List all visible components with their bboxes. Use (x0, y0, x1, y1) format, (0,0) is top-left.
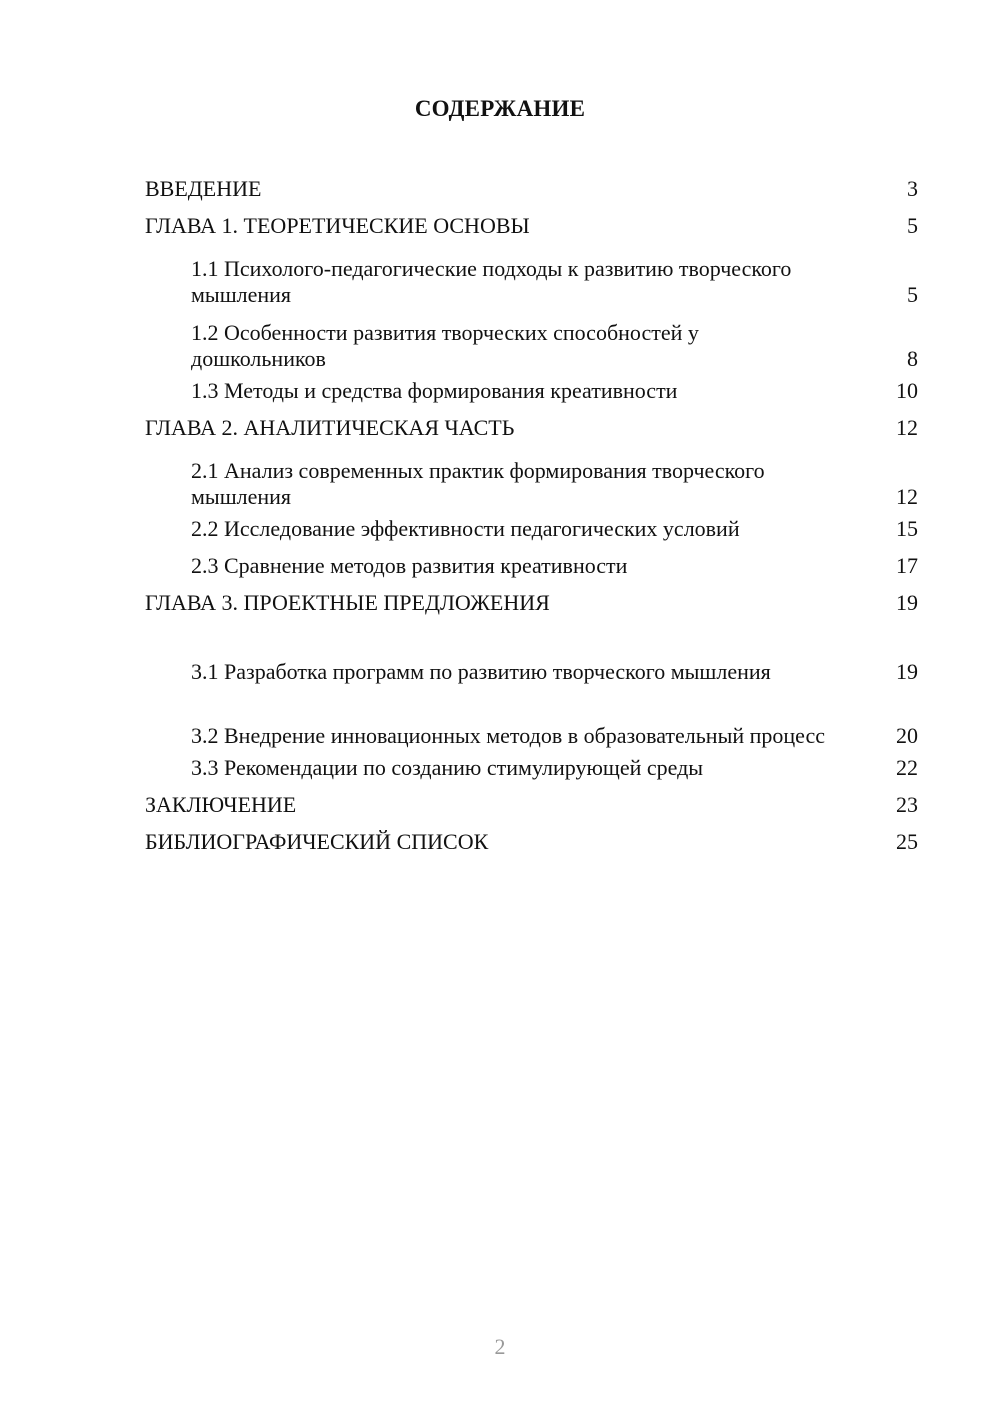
toc-entry-chapter-2[interactable] (145, 409, 918, 446)
toc-entry-page: 3 (907, 175, 918, 201)
toc-entry-section-3-1[interactable] (145, 621, 918, 685)
toc-entry-section-3-3[interactable] (145, 749, 918, 786)
toc-entry-label: 2.3 Сравнение методов развития креативности (191, 552, 628, 578)
toc-entry-label: 3.2 Внедрение инновационных методов в образовательный процесс (191, 723, 826, 748)
toc-entry-label: ЗАКЛЮЧЕНИЕ (145, 791, 297, 817)
toc-entry-chapter-3[interactable] (145, 584, 918, 621)
toc-entry-introduction[interactable] (145, 170, 918, 207)
toc-entry-label: 3.3 Рекомендации по созданию стимулирующей среды (191, 754, 704, 780)
toc-entry-page: 12 (896, 484, 918, 509)
toc-entry-page: 19 (896, 659, 918, 684)
toc-entry-label: 1.2 Особенности развития творческих способностей у дошкольников (191, 320, 699, 371)
toc-entry-page: 20 (896, 723, 918, 748)
toc-entry-bibliography[interactable] (145, 823, 918, 860)
toc-entry-section-3-2[interactable] (145, 685, 918, 749)
toc-entry-section-2-3[interactable] (145, 547, 918, 584)
toc-entry-page: 5 (907, 282, 918, 307)
toc-entry-section-1-1[interactable] (145, 244, 918, 308)
toc-entry-section-2-2[interactable] (145, 510, 918, 547)
toc-entry-page: 12 (896, 414, 918, 440)
toc-entry-chapter-1[interactable] (145, 207, 918, 244)
toc-entry-conclusion[interactable] (145, 786, 918, 823)
toc-entry-label: ГЛАВА 1. ТЕОРЕТИЧЕСКИЕ ОСНОВЫ (145, 212, 530, 238)
toc-entry-page: 17 (896, 552, 918, 578)
page-number: 2 (494, 1334, 506, 1359)
toc-entry-label: 2.2 Исследование эффективности педагогических условий (191, 515, 740, 541)
toc-entry-page: 10 (896, 377, 918, 403)
toc-entry-page: 15 (896, 515, 918, 541)
toc-entry-label: 1.3 Методы и средства формирования креативности (191, 377, 678, 403)
page-title: СОДЕРЖАНИЕ (414, 96, 586, 121)
toc-entry-page: 8 (907, 346, 918, 371)
toc-entry-section-1-3[interactable] (145, 372, 918, 409)
toc-entry-label: ГЛАВА 2. АНАЛИТИЧЕСКАЯ ЧАСТЬ (145, 414, 515, 440)
toc-entry-label: 2.1 Анализ современных практик формирования творческого мышления (191, 458, 765, 509)
toc-entry-page: 23 (896, 791, 918, 817)
toc-entry-page: 22 (896, 754, 918, 780)
toc-entry-label: ВВЕДЕНИЕ (145, 175, 262, 201)
toc-entry-section-2-1[interactable] (145, 446, 918, 510)
table-of-contents (145, 170, 918, 860)
toc-entry-page: 5 (907, 212, 918, 238)
toc-entry-section-1-2[interactable] (145, 308, 918, 372)
toc-entry-page: 19 (896, 589, 918, 615)
toc-entry-label: 1.1 Психолого-педагогические подходы к развитию творческого мышления (191, 256, 792, 307)
toc-entry-label: ГЛАВА 3. ПРОЕКТНЫЕ ПРЕДЛОЖЕНИЯ (145, 589, 550, 615)
toc-entry-label: 3.1 Разработка программ по развитию творческого мышления (191, 659, 771, 684)
toc-entry-page: 25 (896, 828, 918, 854)
toc-entry-label: БИБЛИОГРАФИЧЕСКИЙ СПИСОК (145, 828, 489, 854)
